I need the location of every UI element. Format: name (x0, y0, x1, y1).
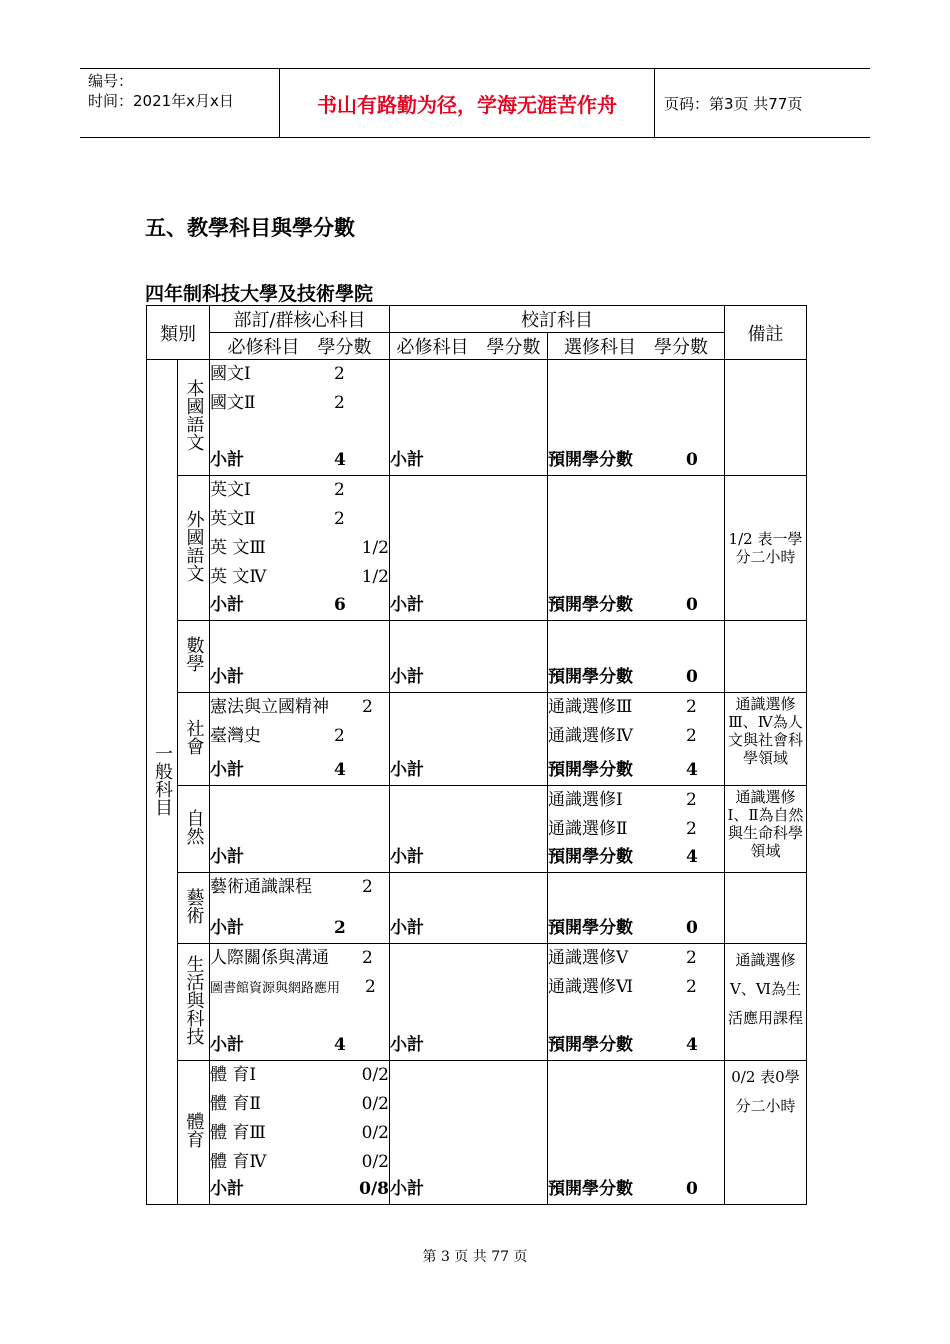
subtotal-value: 0 (686, 918, 698, 938)
dept-courses (210, 621, 390, 693)
subtotal-line (390, 914, 547, 943)
subtotal-line (548, 1175, 724, 1204)
subtotal-label: 預開學分數 (548, 667, 633, 687)
course-credits: 2 (686, 697, 697, 717)
credits-table (146, 305, 807, 1205)
subcategory-label: 社會 (183, 718, 205, 755)
subtotal-label: 小計 (390, 1179, 424, 1199)
course-name: 體 育Ⅱ (210, 1094, 261, 1114)
subtotal-value: 4 (334, 1035, 346, 1055)
subtotal-line (210, 756, 389, 785)
subtotal-value: 0 (686, 667, 698, 687)
school-required (390, 621, 548, 693)
course-credits: 2 (362, 948, 373, 968)
course-line (210, 973, 389, 1002)
dept-courses (210, 360, 390, 476)
subtotal-line (210, 1031, 389, 1060)
school-electives (548, 944, 725, 1061)
course-line (210, 722, 389, 751)
table-title: 四年制科技大學及技術學院 (145, 283, 374, 305)
subtotal-value: 0 (686, 1179, 698, 1199)
course-name: 體 育Ⅳ (210, 1152, 267, 1172)
course-name: 國文Ⅱ (210, 393, 256, 413)
note-cell (725, 360, 807, 476)
course-name: 英文I (210, 480, 251, 500)
subtotal-line (390, 446, 547, 475)
subtotal-line (548, 1031, 724, 1060)
subtotal-value: 4 (686, 760, 698, 780)
subtotal-line (210, 843, 389, 872)
subtotal-label: 小計 (210, 1179, 244, 1199)
course-line (210, 1090, 389, 1119)
course-credits: 1/2 (361, 538, 389, 558)
course-line (210, 693, 389, 722)
course-credits: 1/2 (361, 567, 389, 587)
school-required (390, 476, 548, 621)
subtotal-label: 小計 (390, 595, 424, 615)
subtotal-line (548, 446, 724, 475)
school-electives (548, 1061, 725, 1205)
header-motto: 书山有路勤为径，学海无涯苦作舟 (280, 69, 655, 137)
subtotal-line (210, 914, 389, 943)
subcategory-label: 外國語文 (183, 509, 205, 582)
header-school-elective-sub: 選修科目 學分數 (548, 333, 725, 360)
course-credits: 2 (686, 977, 697, 997)
subcategory-label: 本國語文 (183, 379, 205, 451)
note-cell (725, 693, 807, 786)
course-name: 體 育Ⅲ (210, 1123, 266, 1143)
subtotal-value: 4 (334, 450, 346, 470)
note-cell (725, 1061, 807, 1205)
course-line (548, 693, 724, 722)
group-row (147, 621, 807, 693)
subcategory (178, 944, 210, 1061)
course-line (548, 973, 724, 1002)
school-required (390, 786, 548, 873)
subtotal-label: 預開學分數 (548, 595, 633, 615)
note-cell (725, 944, 807, 1061)
main-category (147, 360, 178, 1205)
number-label: 编号： (88, 72, 134, 90)
main-category-label: 一般科目 (152, 743, 173, 816)
subtotal-label: 小計 (210, 760, 244, 780)
course-credits: 2 (686, 948, 697, 968)
subtotal-line (210, 446, 389, 475)
course-line (210, 534, 389, 563)
header-category: 類別 (147, 306, 210, 360)
school-electives (548, 786, 725, 873)
subcategory (178, 360, 210, 476)
subtotal-line (390, 591, 547, 620)
course-line (210, 1148, 389, 1177)
course-name: 憲法與立國精神 (210, 697, 329, 717)
course-credits: 2 (362, 697, 373, 717)
course-credits: 0/2 (361, 1065, 389, 1085)
dept-courses (210, 786, 390, 873)
group-row (147, 360, 807, 476)
subtotal-line (548, 591, 724, 620)
subtotal-line (390, 756, 547, 785)
subcategory-label: 生活與科技 (183, 954, 205, 1045)
header-page-info: 页码：第3页 共77页 (664, 94, 803, 113)
subcategory (178, 476, 210, 621)
note-text (725, 360, 806, 364)
course-name: 臺灣史 (210, 726, 261, 746)
course-credits: 2 (686, 790, 697, 810)
subtotal-line (548, 663, 724, 692)
subtotal-label: 小計 (210, 595, 244, 615)
subcategory (178, 693, 210, 786)
course-credits: 2 (334, 509, 345, 529)
subcategory (178, 786, 210, 873)
course-line (210, 389, 389, 418)
group-row (147, 476, 807, 621)
group-row (147, 944, 807, 1061)
subtotal-label: 預開學分數 (548, 918, 633, 938)
subtotal-line (210, 591, 389, 620)
subcategory (178, 873, 210, 944)
course-credits: 2 (362, 877, 373, 897)
school-required (390, 1061, 548, 1205)
note-text: 通識選修Ⅲ、Ⅳ為人文與社會科學領域 (727, 695, 803, 767)
subtotal-line (390, 663, 547, 692)
header-dept-sub: 必修科目 學分數 (210, 333, 390, 360)
dept-courses (210, 873, 390, 944)
subtotal-label: 小計 (210, 847, 244, 867)
course-line (548, 786, 724, 815)
subtotal-label: 預開學分數 (548, 450, 633, 470)
note-text: 1/2 表一學分二小時 (728, 530, 803, 566)
course-credits: 2 (365, 977, 376, 997)
course-credits: 2 (334, 364, 345, 384)
group-row (147, 786, 807, 873)
subtotal-value: 0 (686, 595, 698, 615)
school-required (390, 693, 548, 786)
course-name: 體 育Ⅰ (210, 1065, 257, 1085)
course-line (210, 944, 389, 973)
group-row (147, 1061, 807, 1205)
course-line (210, 1119, 389, 1148)
course-name: 國文I (210, 364, 251, 384)
course-name: 通識選修Ⅱ (548, 819, 628, 839)
subtotal-label: 預開學分數 (548, 1035, 633, 1055)
course-name: 通識選修Ⅴ (548, 948, 629, 968)
subcategory-label: 數學 (183, 636, 205, 672)
course-line (548, 944, 724, 973)
course-name: 英 文Ⅳ (210, 567, 267, 587)
subtotal-line (390, 1175, 547, 1204)
subtotal-label: 小計 (210, 450, 244, 470)
subtotal-value: 0 (686, 450, 698, 470)
school-required (390, 873, 548, 944)
course-name: 人際關係與溝通 (210, 948, 329, 968)
course-name: 藝術通識課程 (210, 877, 312, 897)
course-credits: 2 (334, 480, 345, 500)
subtotal-line (548, 914, 724, 943)
subtotal-label: 小計 (390, 847, 424, 867)
subtotal-line (548, 756, 724, 785)
subtotal-line (210, 1175, 389, 1204)
subcategory-label: 體育 (183, 1112, 205, 1148)
subtotal-value: 4 (686, 1035, 698, 1055)
subtotal-label: 小計 (390, 450, 424, 470)
header-school-required-sub: 必修科目 學分數 (390, 333, 548, 360)
course-line (548, 815, 724, 844)
course-line (210, 563, 389, 592)
subtotal-label: 預開學分數 (548, 1179, 633, 1199)
note-cell (725, 786, 807, 873)
time-label: 时间：2021年x月x日 (88, 92, 234, 110)
note-text: 0/2 表0學分二小時 (731, 1068, 800, 1115)
subtotal-line (548, 843, 724, 872)
subtotal-line (390, 1031, 547, 1060)
group-row (147, 873, 807, 944)
course-credits: 0/2 (361, 1123, 389, 1143)
school-electives (548, 693, 725, 786)
subcategory-label: 自然 (183, 808, 205, 845)
subtotal-label: 小計 (390, 760, 424, 780)
note-cell (725, 476, 807, 621)
course-credits: 2 (686, 819, 697, 839)
course-line (210, 1061, 389, 1090)
note-text (725, 873, 806, 877)
course-name: 英文Ⅱ (210, 509, 256, 529)
section-title: 五、教學科目與學分數 (145, 215, 355, 240)
course-line (210, 476, 389, 505)
subtotal-label: 小計 (390, 667, 424, 687)
header-meta (80, 69, 280, 137)
subtotal-value: 0/8 (359, 1179, 389, 1199)
course-line (210, 873, 389, 902)
course-line (210, 360, 389, 389)
subtotal-label: 小計 (210, 918, 244, 938)
subtotal-label: 小計 (390, 1035, 424, 1055)
subtotal-label: 小計 (390, 918, 424, 938)
subtotal-label: 小計 (210, 667, 244, 687)
note-cell (725, 621, 807, 693)
subtotal-label: 預開學分數 (548, 847, 633, 867)
subcategory-label: 藝術 (183, 887, 205, 924)
header-notes: 備註 (725, 306, 807, 360)
subtotal-value: 6 (334, 595, 346, 615)
course-line (548, 722, 724, 751)
subcategory (178, 1061, 210, 1205)
subtotal-line (210, 663, 389, 692)
course-line (210, 505, 389, 534)
school-required (390, 360, 548, 476)
dept-courses (210, 1061, 390, 1205)
page-header (80, 68, 870, 138)
course-name: 通識選修I (548, 790, 623, 810)
group-row (147, 693, 807, 786)
subtotal-label: 小計 (210, 1035, 244, 1055)
course-name: 通識選修Ⅲ (548, 697, 633, 717)
course-credits: 2 (334, 393, 345, 413)
dept-courses (210, 476, 390, 621)
school-electives (548, 873, 725, 944)
course-name: 通識選修Ⅵ (548, 977, 634, 997)
school-required (390, 944, 548, 1061)
course-credits: 0/2 (361, 1094, 389, 1114)
subtotal-label: 預開學分數 (548, 760, 633, 780)
note-cell (725, 873, 807, 944)
course-name: 通識選修Ⅳ (548, 726, 633, 746)
school-electives (548, 476, 725, 621)
subcategory (178, 621, 210, 693)
subtotal-value: 4 (686, 847, 698, 867)
course-name: 英 文Ⅲ (210, 538, 266, 558)
school-electives (548, 621, 725, 693)
header-school: 校訂科目 (390, 306, 725, 333)
note-text: 通識選修Ⅴ、Ⅵ為生活應用課程 (727, 951, 803, 1027)
course-name: 圖書館資源與網路應用 (210, 981, 341, 996)
subtotal-value: 4 (334, 760, 346, 780)
subtotal-value: 2 (334, 918, 346, 938)
course-credits: 0/2 (361, 1152, 389, 1172)
header-dept: 部訂/群核心科目 (210, 306, 390, 333)
dept-courses (210, 944, 390, 1061)
course-credits: 2 (686, 726, 697, 746)
note-text: 通識選修I、Ⅱ為自然與生命科學領域 (727, 788, 804, 860)
page-footer: 第 3 页 共 77 页 (422, 1249, 528, 1265)
course-credits: 2 (334, 726, 345, 746)
dept-courses (210, 693, 390, 786)
subtotal-line (390, 843, 547, 872)
note-text (725, 621, 806, 625)
school-electives (548, 360, 725, 476)
